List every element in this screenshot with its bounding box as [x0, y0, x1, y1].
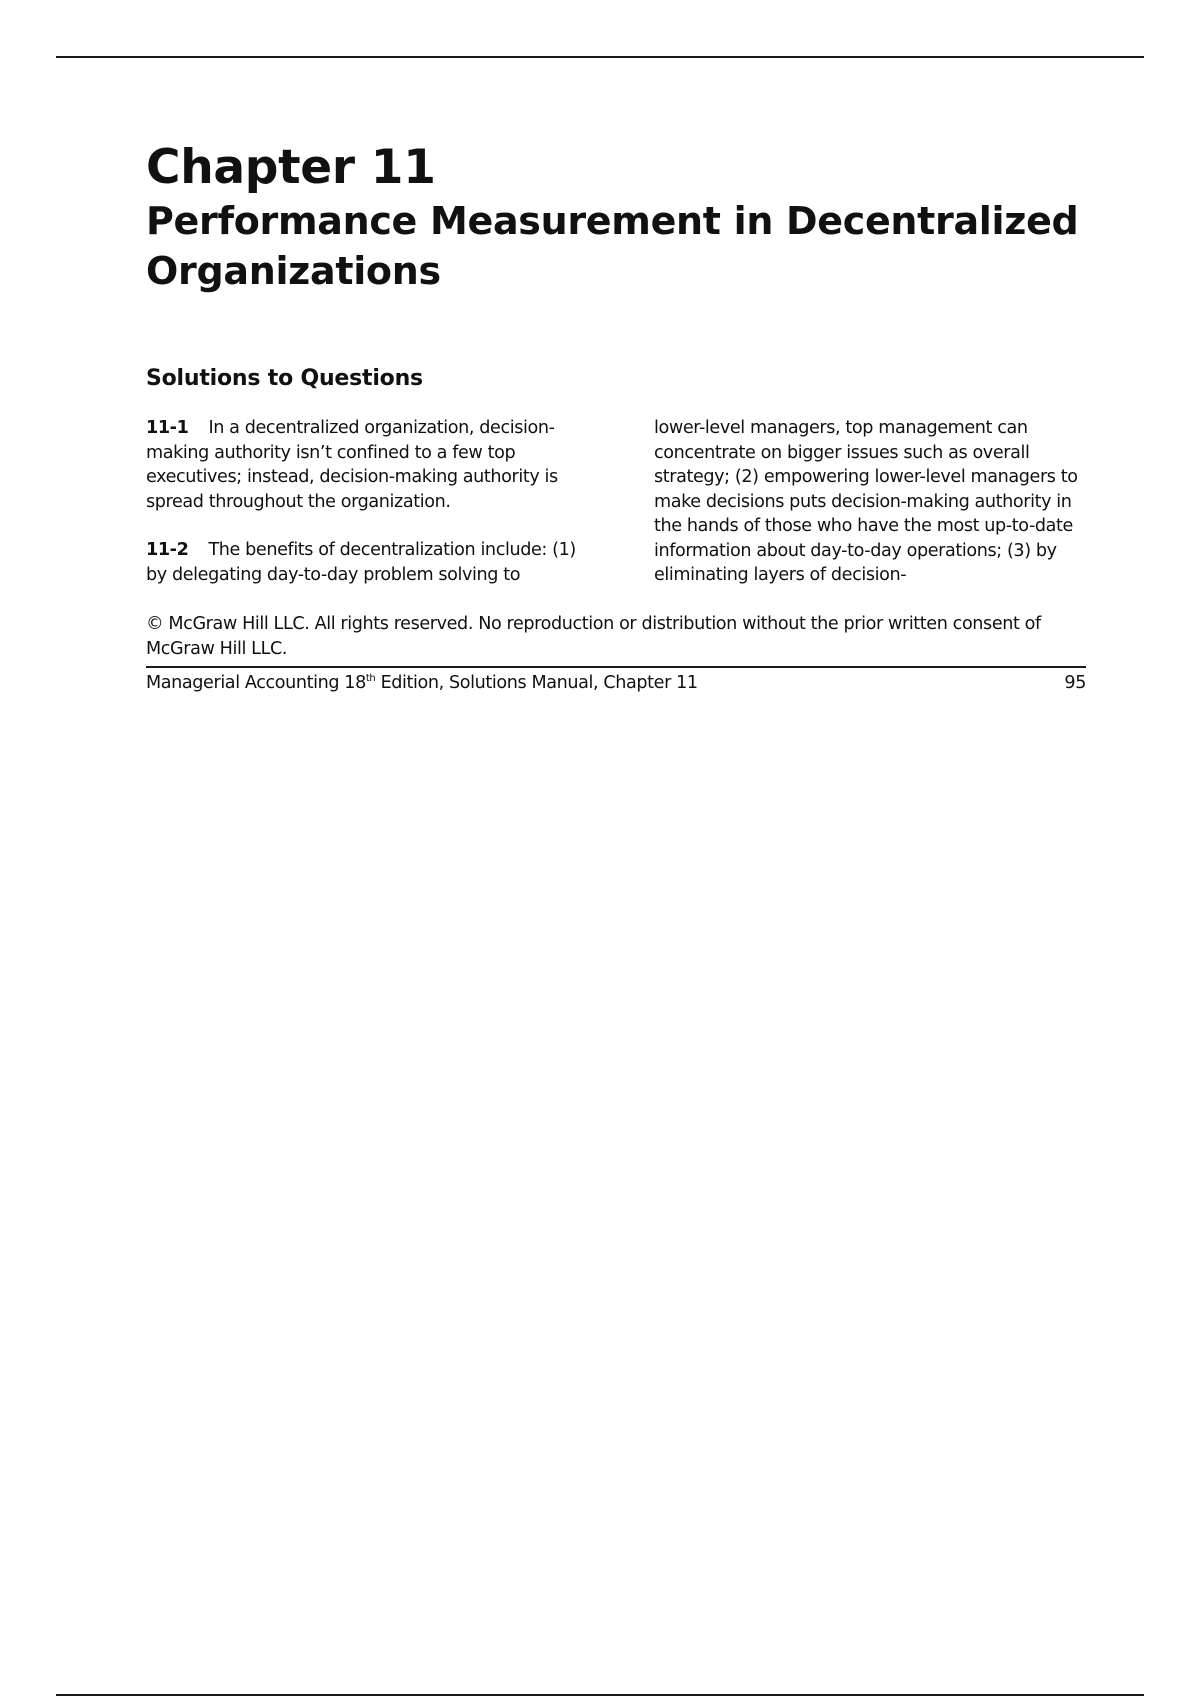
footer-book-title-rest: Edition, Solutions Manual, Chapter 11 [375, 673, 698, 693]
page-top-rule [56, 56, 1144, 58]
question-text: The benefits of decentralization include: (1) by delegating day-to-day problem solving to [146, 540, 576, 585]
footer-book-title-main: Managerial Accounting 18 [146, 673, 366, 693]
section-heading: Solutions to Questions [146, 366, 423, 391]
chapter-header [146, 140, 1086, 296]
two-column-body [146, 416, 1086, 612]
question-text: In a decentralized organization, decision-making authority isn’t confined to a few top executives; instead, decision-making authority is spread throughout the organization. [146, 418, 558, 512]
page-number: 95 [1064, 673, 1086, 693]
question-number: 11-2 [146, 540, 189, 560]
question-11-2 [146, 538, 582, 587]
right-column-text: lower-level managers, top management can concentrate on bigger issues such as overall strategy; (2) empowering lower-level managers to make decisions puts decision-making authority in the hands of those who have the most up-to-date information about day-to-day operations; (3) by eliminating layers of decision- [654, 418, 1078, 585]
page-bottom-rule [56, 1694, 1144, 1696]
footer-rule [146, 666, 1086, 668]
page-footer [146, 671, 1086, 695]
chapter-subtitle-line-1: Performance Measurement in Decentralized [146, 199, 1079, 243]
question-number: 11-1 [146, 418, 189, 438]
right-column [654, 416, 1086, 612]
copyright-notice: © McGraw Hill LLC. All rights reserved. No reproduction or distribution without the prior written consent of McGraw Hill LLC. [146, 614, 1041, 659]
footer-book-title [146, 671, 698, 695]
chapter-subtitle-line-2: Organizations [146, 249, 441, 293]
question-11-1 [146, 416, 582, 514]
footer-edition-suffix: th [365, 673, 376, 685]
left-column [146, 416, 582, 612]
chapter-title: Chapter 11 [146, 140, 436, 195]
